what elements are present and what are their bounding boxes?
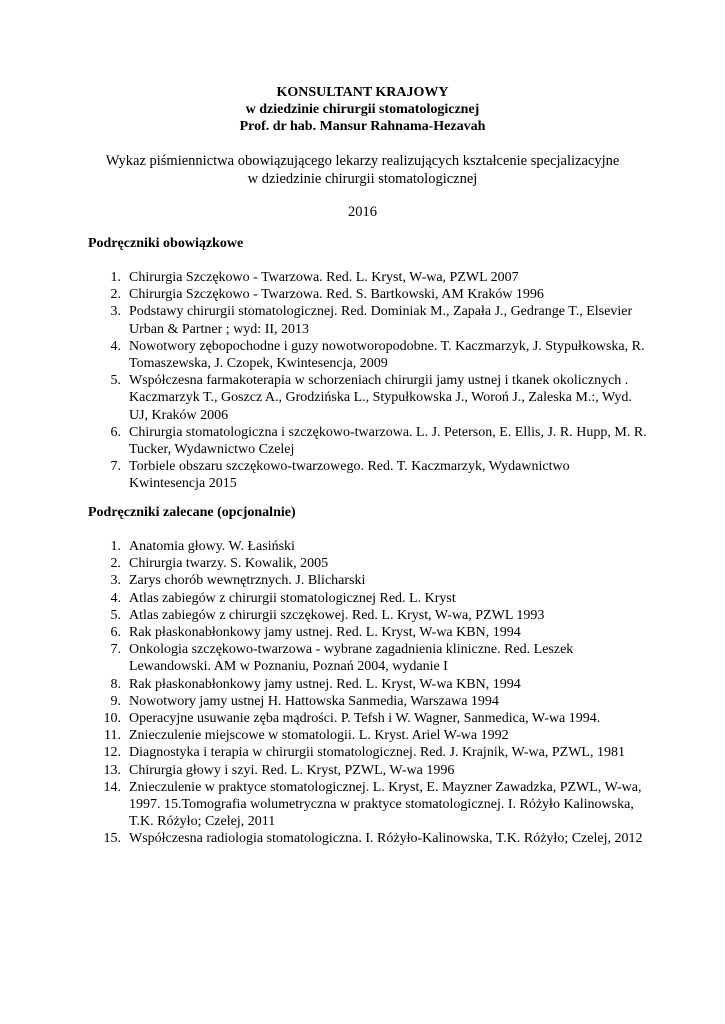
list-item [88, 779, 648, 831]
header-field: w dziedzinie chirurgii stomatologicznej [245, 102, 480, 117]
list-item-text: Nowotwory zębopochodne i guzy nowotworopodobne. T. Kaczmarzyk, J. Stypułkowska, R. Tomaszewska, J. Czopek, Kwintesencja, 2009 [129, 338, 645, 372]
list-item-number: 2. [110, 287, 121, 303]
list-item-number: 12. [103, 745, 121, 761]
list-item-text: Znieczulenie w praktyce stomatologicznej. L. Kryst, E. Mayzner Zawadzka, PZWL, W-wa, 1997. 15.Tomografia wolumetryczna w praktyce stomatologicznej. I. Różyło Kalinowska, T.K. Różyło; Czelej, 2011 [129, 779, 642, 830]
list-item [88, 641, 648, 675]
list-item [88, 830, 648, 847]
list-item-text: Atlas zabiegów z chirurgii szczękowej. Red. L. Kryst, W-wa, PZWL 1993 [129, 607, 545, 623]
list-item-text: Rak płaskonabłonkowy jamy ustnej. Red. L. Kryst, W-wa KBN, 1994 [129, 676, 521, 692]
list-item-text: Onkologia szczękowo-twarzowa - wybrane zagadnienia kliniczne. Red. Leszek Lewandowski. AM w Poznaniu, Poznań 2004, wydanie I [129, 642, 574, 675]
recommended-books-list [88, 538, 648, 848]
list-item [88, 269, 648, 286]
list-item [88, 624, 648, 641]
list-item-text: Chirurgia twarzy. S. Kowalik, 2005 [129, 556, 329, 572]
section-title-recommended: Podręczniki zalecane (opcjonalnie) [88, 505, 296, 520]
list-item [88, 727, 648, 744]
list-item-text: Operacyjne usuwanie zęba mądrości. P. Tefsh i W. Wagner, Sanmedica, W-wa 1994. [129, 711, 601, 727]
list-item [88, 286, 648, 303]
list-item-text: Diagnostyka i terapia w chirurgii stomatologicznej. Red. J. Krajnik, W-wa, PZWL, 1981 [129, 745, 625, 761]
header-title: KONSULTANT KRAJOWY [276, 85, 449, 100]
list-item-text: Chirurgia głowy i szyi. Red. L. Kryst, PZWL, W-wa 1996 [129, 762, 455, 778]
list-item-number: 11. [104, 728, 121, 744]
list-item-number: 4. [110, 590, 121, 606]
document-year: 2016 [348, 204, 377, 220]
subtitle-line-1: Wykaz piśmiennictwa obowiązującego lekarzy realizujących kształcenie specjalizacyjne [105, 153, 620, 169]
list-item [88, 676, 648, 693]
list-item [88, 303, 648, 337]
list-item-number: 13. [103, 762, 121, 778]
list-item-number: 6. [110, 424, 121, 440]
list-item-number: 2. [110, 556, 121, 572]
list-item [88, 710, 648, 727]
list-item-number: 7. [110, 459, 121, 475]
list-item-number: 3. [110, 304, 121, 320]
list-item [88, 762, 648, 779]
list-item-number: 7. [110, 642, 121, 658]
list-item-number: 5. [110, 373, 121, 389]
list-item-text: Rak płaskonabłonkowy jamy ustnej. Red. L. Kryst, W-wa KBN, 1994 [129, 625, 521, 641]
list-item-text: Podstawy chirurgii stomatologicznej. Red. Dominiak M., Zapała J., Gedrange T., Elsevier Urban & Partner ; wyd: II, 2013 [129, 304, 633, 337]
list-item-text: Współczesna farmakoterapia w schorzeniach chirurgii jamy ustnej i tkanek okolicznych . Kaczmarzyk T., Goszcz A., Grodzińska L., Stypułkowska J., Woroń J., Zaleska M.:, Wyd. UJ, Kraków 2006 [129, 373, 632, 423]
list-item [88, 424, 648, 458]
list-item-number: 1. [110, 539, 121, 554]
list-item [88, 338, 648, 372]
list-item-text: Znieczulenie miejscowe w stomatologii. L. Kryst. Ariel W-wa 1992 [129, 728, 509, 744]
list-item-text: Chirurgia Szczękowo - Twarzowa. Red. S. Bartkowski, AM Kraków 1996 [129, 287, 544, 303]
list-item [88, 693, 648, 710]
list-item [88, 572, 648, 589]
list-item-number: 10. [103, 711, 121, 727]
document-subtitle [0, 152, 725, 188]
list-item [88, 590, 648, 607]
section-title-mandatory: Podręczniki obowiązkowe [88, 236, 244, 251]
list-item-number: 1. [110, 270, 121, 285]
list-item [88, 458, 648, 492]
list-item-number: 15. [103, 831, 121, 847]
header-author: Prof. dr hab. Mansur Rahnama-Hezavah [239, 119, 486, 134]
list-item-text: Torbiele obszaru szczękowo-twarzowego. Red. T. Kaczmarzyk, Wydawnictwo Kwintesencja 2015 [129, 459, 570, 492]
list-item-text: Współczesna radiologia stomatologiczna. I. Różyło-Kalinowska, T.K. Różyło; Czelej, 2012 [129, 831, 643, 847]
list-item-number: 4. [110, 338, 121, 354]
subtitle-line-2: w dziedzinie chirurgii stomatologicznej [247, 171, 478, 187]
list-item-text: Atlas zabiegów z chirurgii stomatologicznej Red. L. Kryst [129, 590, 456, 606]
list-item-text: Chirurgia stomatologiczna i szczękowo-twarzowa. L. J. Peterson, E. Ellis, J. R. Hupp, M. R. Tucker, Wydawnictwo Czelej [129, 424, 647, 458]
list-item-text: Chirurgia Szczękowo - Twarzowa. Red. L. Kryst, W-wa, PZWL 2007 [129, 270, 519, 285]
document-header [0, 84, 725, 135]
list-item [88, 744, 648, 761]
list-item-text: Nowotwory jamy ustnej H. Hattowska Sanmedia, Warszawa 1994 [129, 693, 499, 709]
list-item-number: 9. [110, 693, 121, 709]
mandatory-books-list [88, 269, 648, 493]
list-item-text: Zarys chorób wewnętrznych. J. Blicharski [129, 573, 366, 589]
list-item-number: 3. [110, 573, 121, 589]
list-item-number: 8. [110, 676, 121, 692]
list-item [88, 555, 648, 572]
list-item-text: Anatomia głowy. W. Łasiński [129, 539, 295, 554]
list-item-number: 5. [110, 607, 121, 623]
list-item [88, 607, 648, 624]
list-item-number: 14. [103, 779, 121, 795]
list-item [88, 372, 648, 424]
list-item-number: 6. [110, 625, 121, 641]
list-item [88, 538, 648, 555]
